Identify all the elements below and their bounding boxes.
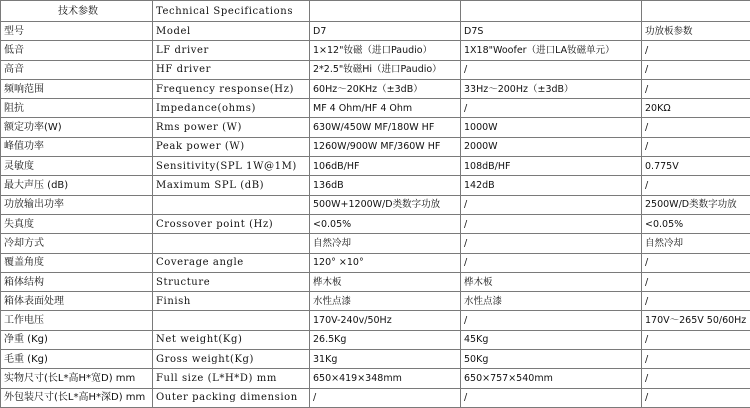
table-row bbox=[1, 60, 750, 79]
d7s-value-cell: 33Hz～200Hz（±3dB） bbox=[461, 79, 642, 98]
amp-value-cell: / bbox=[642, 253, 750, 272]
d7s-value-cell: 650×757×540mm bbox=[461, 369, 642, 388]
table-row bbox=[1, 118, 750, 137]
d7s-value-cell: 2000W bbox=[461, 137, 642, 156]
d7-value-cell: 120° ×10° bbox=[310, 253, 461, 272]
param-cn-cell: 覆盖角度 bbox=[1, 253, 153, 272]
param-cn-cell: 外包装尺寸(长L*高H*深D) mm bbox=[1, 388, 153, 407]
param-cn-cell: 失真度 bbox=[1, 214, 153, 233]
d7s-value-cell: D7S bbox=[461, 22, 642, 41]
d7s-value-cell: 水性点漆 bbox=[461, 292, 642, 311]
d7-value-cell: 1×12"钕磁（进口Paudio） bbox=[310, 41, 461, 60]
amp-value-cell: / bbox=[642, 272, 750, 291]
d7-value-cell: / bbox=[310, 388, 461, 407]
d7s-value-cell: 1000W bbox=[461, 118, 642, 137]
param-en-cell: Gross weight(Kg) bbox=[153, 350, 310, 369]
param-en-cell bbox=[153, 311, 310, 330]
header-cell-d7 bbox=[310, 1, 461, 22]
d7s-value-cell: 142dB bbox=[461, 176, 642, 195]
d7s-value-cell: 45Kg bbox=[461, 330, 642, 349]
table-row bbox=[1, 41, 750, 60]
param-en-cell: LF driver bbox=[153, 41, 310, 60]
param-cn-cell: 箱体表面处理 bbox=[1, 292, 153, 311]
d7s-value-cell: / bbox=[461, 99, 642, 118]
amp-value-cell: 0.775V bbox=[642, 157, 750, 176]
d7-value-cell: 60Hz～20KHz（±3dB） bbox=[310, 79, 461, 98]
param-en-cell: Model bbox=[153, 22, 310, 41]
d7-value-cell: 水性点漆 bbox=[310, 292, 461, 311]
param-en-cell bbox=[153, 195, 310, 214]
table-row bbox=[1, 22, 750, 41]
param-cn-cell: 额定功率(W) bbox=[1, 118, 153, 137]
table-row bbox=[1, 253, 750, 272]
param-en-cell: Coverage angle bbox=[153, 253, 310, 272]
param-en-cell: Peak power (W) bbox=[153, 137, 310, 156]
param-cn-cell: 工作电压 bbox=[1, 311, 153, 330]
param-en-cell: Rms power (W) bbox=[153, 118, 310, 137]
param-en-cell: Impedance(ohms) bbox=[153, 99, 310, 118]
d7-value-cell: 650×419×348mm bbox=[310, 369, 461, 388]
d7-value-cell: 630W/450W MF/180W HF bbox=[310, 118, 461, 137]
param-en-cell: Sensitivity(SPL 1W@1M) bbox=[153, 157, 310, 176]
d7s-value-cell: / bbox=[461, 60, 642, 79]
table-row bbox=[1, 388, 750, 407]
amp-value-cell: 自然冷却 bbox=[642, 234, 750, 253]
d7s-value-cell: / bbox=[461, 195, 642, 214]
d7-value-cell: 500W+1200W/D类数字功放 bbox=[310, 195, 461, 214]
table-row bbox=[1, 369, 750, 388]
header-cell-d7s bbox=[461, 1, 642, 22]
amp-value-cell: / bbox=[642, 60, 750, 79]
header-cell-en: Technical Specifications bbox=[153, 1, 310, 22]
amp-value-cell: / bbox=[642, 369, 750, 388]
table-row bbox=[1, 176, 750, 195]
param-en-cell: Full size (L*H*D) mm bbox=[153, 369, 310, 388]
d7-value-cell: 桦木板 bbox=[310, 272, 461, 291]
amp-value-cell: 170V～265V 50/60Hz bbox=[642, 311, 750, 330]
d7-value-cell: 136dB bbox=[310, 176, 461, 195]
amp-value-cell: / bbox=[642, 350, 750, 369]
param-cn-cell: 型号 bbox=[1, 22, 153, 41]
table-row bbox=[1, 311, 750, 330]
table-header-row bbox=[1, 1, 750, 22]
param-en-cell: Maximum SPL (dB) bbox=[153, 176, 310, 195]
d7-value-cell: 106dB/HF bbox=[310, 157, 461, 176]
d7s-value-cell: / bbox=[461, 234, 642, 253]
param-cn-cell: 冷却方式 bbox=[1, 234, 153, 253]
amp-value-cell: / bbox=[642, 176, 750, 195]
amp-value-cell: / bbox=[642, 118, 750, 137]
param-cn-cell: 箱体结构 bbox=[1, 272, 153, 291]
amp-value-cell: 功放板参数 bbox=[642, 22, 750, 41]
param-en-cell: Structure bbox=[153, 272, 310, 291]
param-cn-cell: 最大声压 (dB) bbox=[1, 176, 153, 195]
d7-value-cell: 自然冷却 bbox=[310, 234, 461, 253]
param-en-cell: Crossover point (Hz) bbox=[153, 214, 310, 233]
table-row bbox=[1, 157, 750, 176]
param-en-cell: Outer packing dimension bbox=[153, 388, 310, 407]
table-row bbox=[1, 272, 750, 291]
table-row bbox=[1, 214, 750, 233]
param-en-cell: Finish bbox=[153, 292, 310, 311]
param-cn-cell: 低音 bbox=[1, 41, 153, 60]
amp-value-cell: <0.05% bbox=[642, 214, 750, 233]
d7s-value-cell: 桦木板 bbox=[461, 272, 642, 291]
header-cell-cn: 技术参数 bbox=[1, 1, 153, 22]
d7s-value-cell: 50Kg bbox=[461, 350, 642, 369]
table-row bbox=[1, 292, 750, 311]
table-row bbox=[1, 330, 750, 349]
amp-value-cell: / bbox=[642, 292, 750, 311]
d7-value-cell: 2*2.5"钕磁Hi（进口Paudio） bbox=[310, 60, 461, 79]
d7s-value-cell: 1X18"Woofer（进口LA钕磁单元） bbox=[461, 41, 642, 60]
table-row bbox=[1, 137, 750, 156]
amp-value-cell: / bbox=[642, 137, 750, 156]
amp-value-cell: 20KΩ bbox=[642, 99, 750, 118]
d7-value-cell: 170V-240v/50Hz bbox=[310, 311, 461, 330]
param-cn-cell: 频响范围 bbox=[1, 79, 153, 98]
amp-value-cell: / bbox=[642, 388, 750, 407]
param-en-cell: Frequency response(Hz) bbox=[153, 79, 310, 98]
header-cell-amp bbox=[642, 1, 750, 22]
param-cn-cell: 净重 (Kg) bbox=[1, 330, 153, 349]
d7s-value-cell: 108dB/HF bbox=[461, 157, 642, 176]
param-cn-cell: 高音 bbox=[1, 60, 153, 79]
param-cn-cell: 实物尺寸(长L*高H*宽D) mm bbox=[1, 369, 153, 388]
d7s-value-cell: / bbox=[461, 253, 642, 272]
param-en-cell: HF driver bbox=[153, 60, 310, 79]
d7-value-cell: 1260W/900W MF/360W HF bbox=[310, 137, 461, 156]
amp-value-cell: / bbox=[642, 41, 750, 60]
table-row bbox=[1, 234, 750, 253]
param-cn-cell: 阻抗 bbox=[1, 99, 153, 118]
d7s-value-cell: / bbox=[461, 214, 642, 233]
table-row bbox=[1, 99, 750, 118]
table-row bbox=[1, 79, 750, 98]
d7s-value-cell: / bbox=[461, 311, 642, 330]
d7-value-cell: 26.5Kg bbox=[310, 330, 461, 349]
param-cn-cell: 毛重 (Kg) bbox=[1, 350, 153, 369]
param-cn-cell: 灵敏度 bbox=[1, 157, 153, 176]
d7-value-cell: MF 4 Ohm/HF 4 Ohm bbox=[310, 99, 461, 118]
param-cn-cell: 功放输出功率 bbox=[1, 195, 153, 214]
param-en-cell: Net weight(Kg) bbox=[153, 330, 310, 349]
amp-value-cell: / bbox=[642, 79, 750, 98]
d7s-value-cell: / bbox=[461, 388, 642, 407]
table-row bbox=[1, 350, 750, 369]
d7-value-cell: D7 bbox=[310, 22, 461, 41]
amp-value-cell: / bbox=[642, 330, 750, 349]
table-row bbox=[1, 195, 750, 214]
d7-value-cell: <0.05% bbox=[310, 214, 461, 233]
param-en-cell bbox=[153, 234, 310, 253]
param-cn-cell: 峰值功率 bbox=[1, 137, 153, 156]
d7-value-cell: 31Kg bbox=[310, 350, 461, 369]
amp-value-cell: 2500W/D类数字功放 bbox=[642, 195, 750, 214]
